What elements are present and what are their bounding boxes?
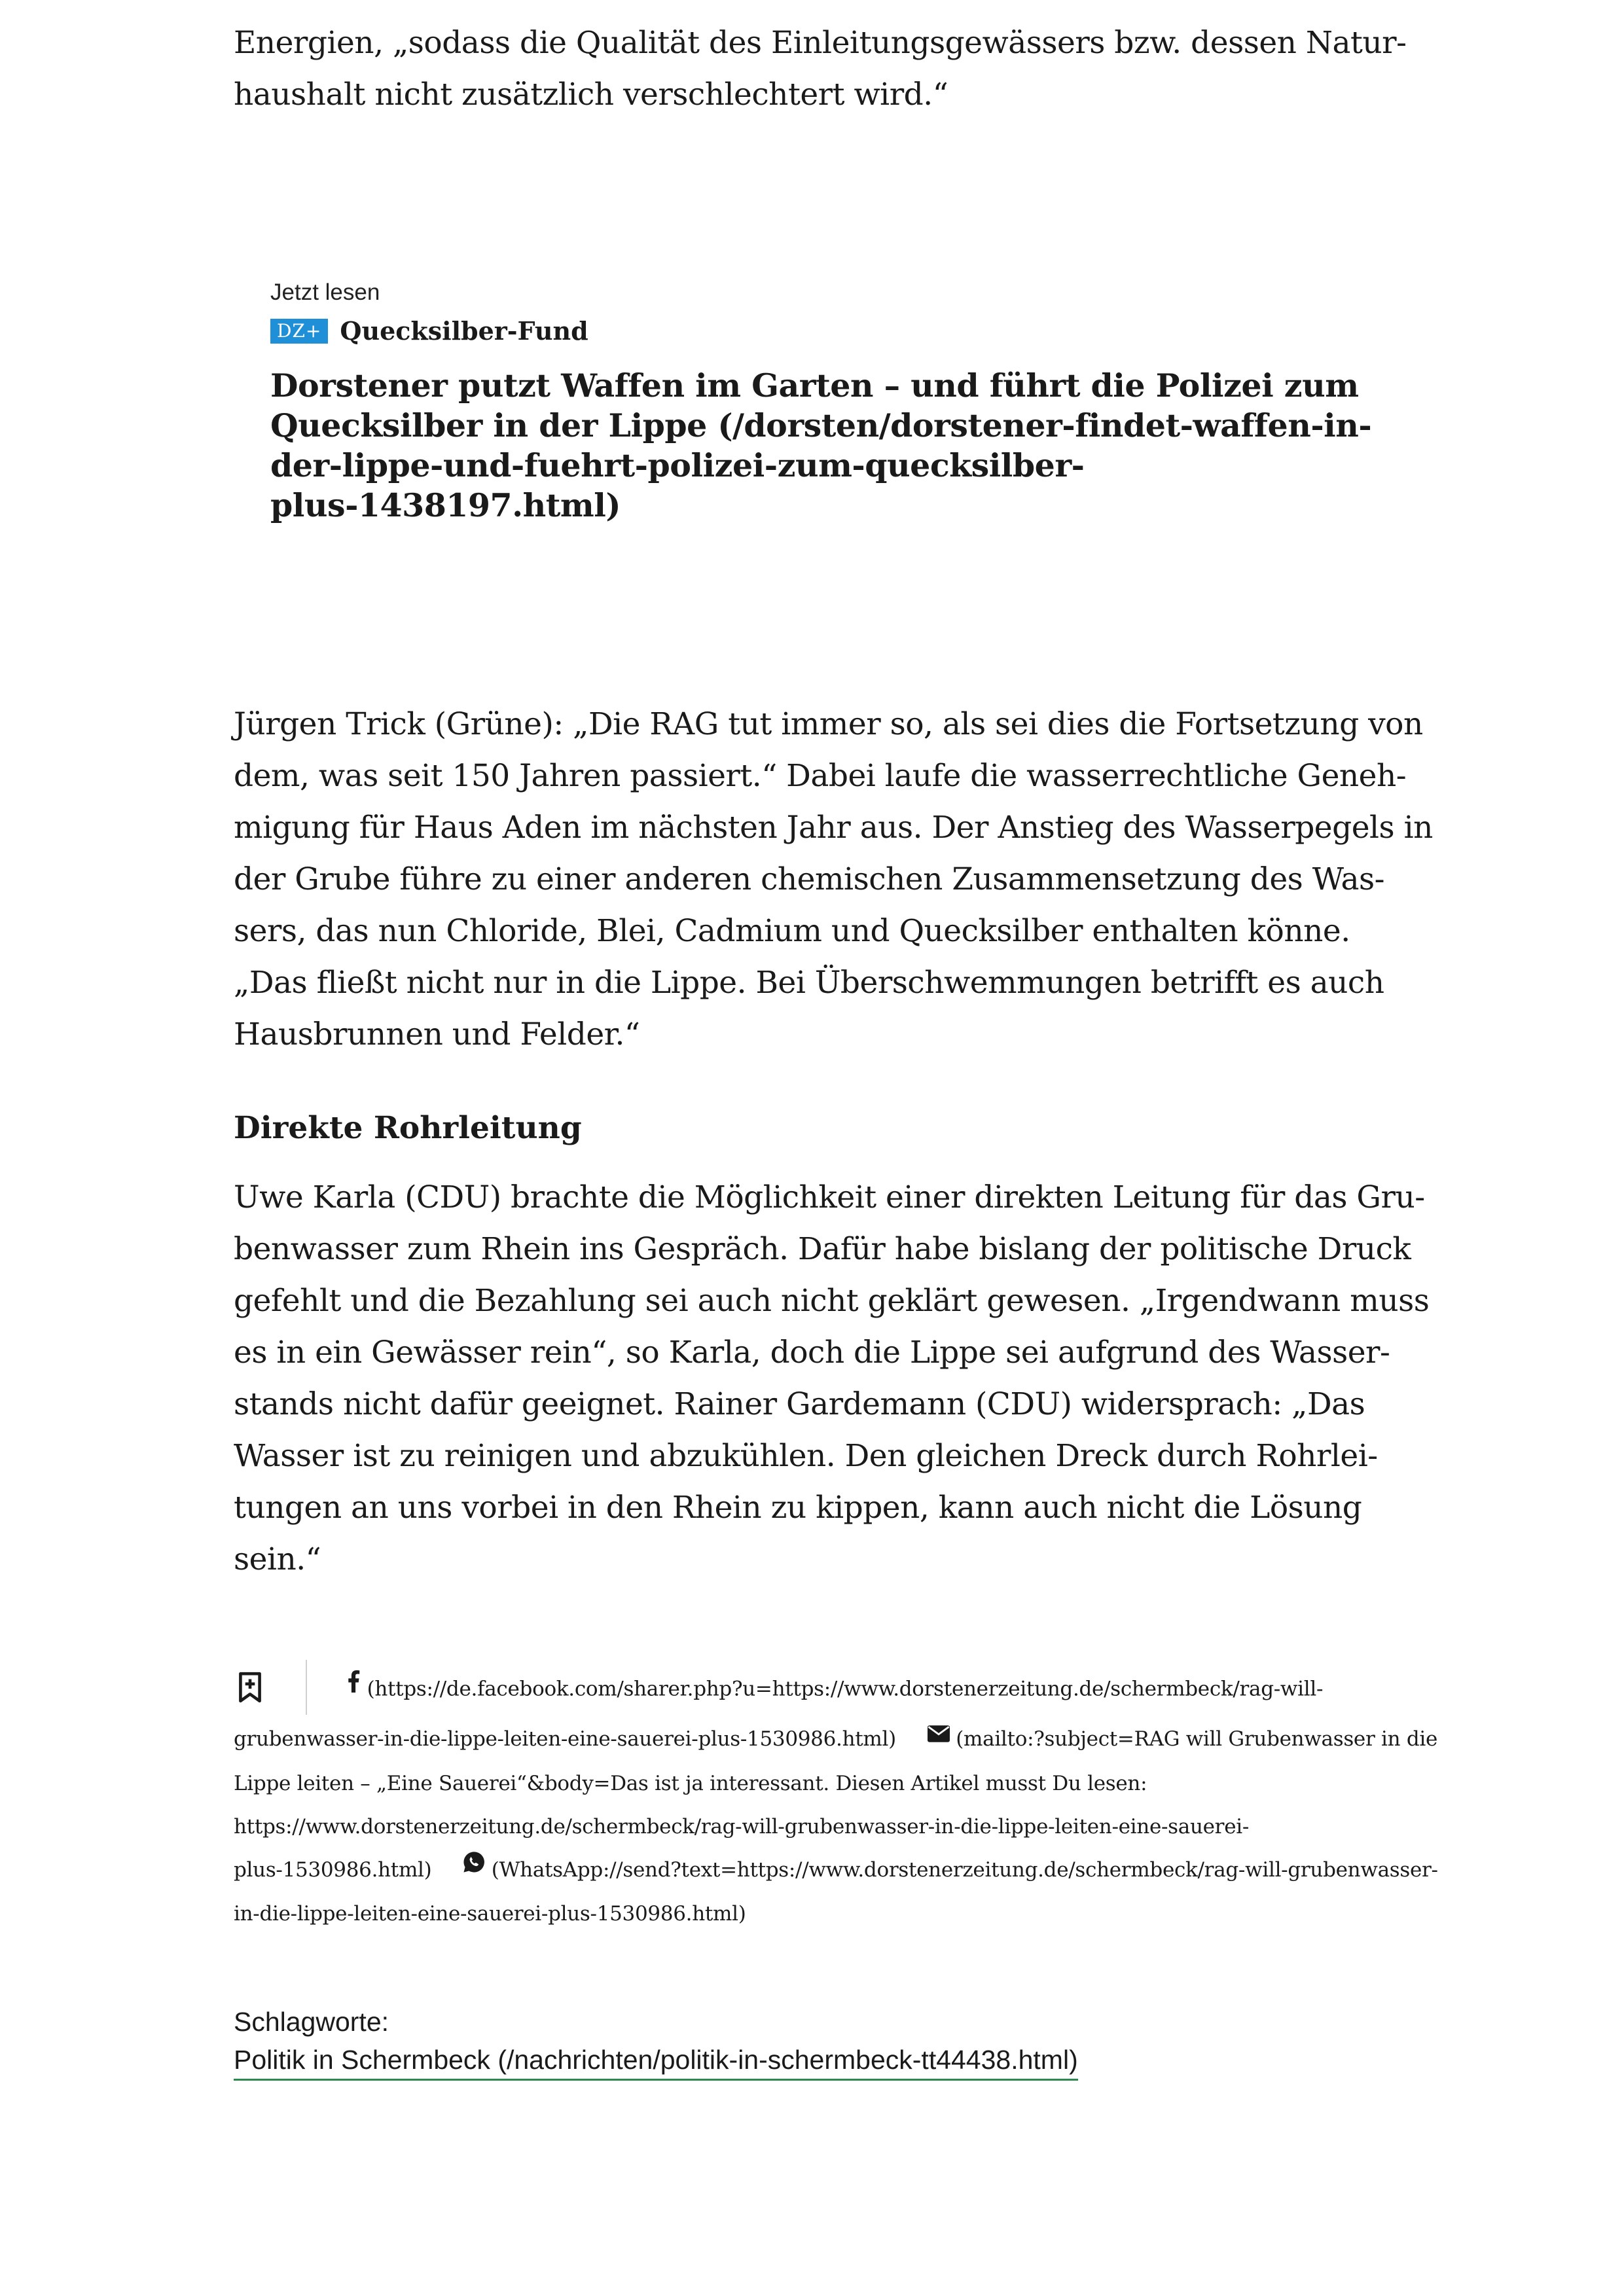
- share-row: [234, 1662, 1432, 1717]
- related-article-teaser[interactable]: [270, 278, 1383, 526]
- teaser-kicker: Jetzt lesen: [270, 279, 380, 305]
- share-row: [234, 1717, 1438, 1762]
- mail-share-link[interactable]: (mailto:?subject=RAG will Grubenwasser in die: [956, 1727, 1438, 1751]
- facebook-share-link-cont[interactable]: grubenwasser-in-die-lippe-leiten-eine-sauerei-plus-1530986.html): [234, 1727, 896, 1751]
- tags-label: Schlagworte:: [234, 2007, 389, 2037]
- share-bar: [234, 1662, 1438, 1935]
- share-row: [234, 1805, 1432, 1848]
- mail-icon[interactable]: [928, 1715, 950, 1758]
- article-paragraph-top: [234, 17, 1432, 120]
- tags-section: [234, 2003, 1078, 2081]
- facebook-icon[interactable]: [346, 1664, 361, 1708]
- text-line: benwasser zum Rhein ins Gespräch. Dafür habe bislang der politische Druck: [234, 1231, 1411, 1267]
- text-line: Hausbrunnen und Felder.“: [234, 1016, 640, 1052]
- text-line: haushalt nicht zusätzlich verschlechtert wird.“: [234, 77, 948, 113]
- text-line: dem, was seit 150 Jahren passiert.“ Dabei laufe die wasserrechtliche Geneh-: [234, 758, 1407, 794]
- teaser-topic: Quecksilber-Fund: [340, 316, 588, 346]
- share-divider: [306, 1660, 307, 1715]
- headline-line[interactable]: plus-1438197.html): [270, 486, 621, 524]
- dz-plus-badge: DZ+: [270, 319, 328, 344]
- mail-share-link-cont[interactable]: Lippe leiten – „Eine Sauerei“&body=Das ist ja interessant. Diesen Artikel musst Du lesen:: [234, 1771, 1147, 1795]
- text-line: Uwe Karla (CDU) brachte die Möglichkeit einer direkten Leitung für das Gru-: [234, 1179, 1425, 1215]
- mail-share-link-cont[interactable]: https://www.dorstenerzeitung.de/schermbeck/rag-will-grubenwasser-in-die-lippe-leiten-eine-sauerei-: [234, 1814, 1250, 1839]
- headline-line[interactable]: Dorstener putzt Waffen im Garten – und führt die Polizei zum: [270, 367, 1359, 404]
- tag-link-politik-schermbeck[interactable]: Politik in Schermbeck (/nachrichten/politik-in-schermbeck-tt44438.html): [234, 2041, 1078, 2081]
- text-line: stands nicht dafür geeignet. Rainer Gardemann (CDU) widersprach: „Das: [234, 1386, 1365, 1422]
- text-line: „Das fließt nicht nur in die Lippe. Bei Überschwemmungen betrifft es auch: [234, 965, 1384, 1001]
- teaser-topic-row: [270, 316, 1383, 346]
- share-row: [234, 1892, 1432, 1935]
- text-line: es in ein Gewässer rein“, so Karla, doch die Lippe sei aufgrund des Wasser-: [234, 1335, 1390, 1371]
- section-heading: Direkte Rohrleitung: [234, 1110, 582, 1146]
- text-line: Jürgen Trick (Grüne): „Die RAG tut immer so, als sei dies die Fortsetzung von: [234, 706, 1423, 742]
- text-line: Energien, „sodass die Qualität des Einleitungsgewässers bzw. dessen Natur-: [234, 25, 1407, 61]
- share-row: [234, 1762, 1432, 1805]
- text-line: tungen an uns vorbei in den Rhein zu kippen, kann auch nicht die Lösung: [234, 1490, 1362, 1526]
- mail-share-link-cont[interactable]: plus-1530986.html): [234, 1857, 432, 1882]
- text-line: migung für Haus Aden im nächsten Jahr aus. Der Anstieg des Wasserpegels in: [234, 810, 1433, 846]
- bookmark-add-icon[interactable]: [234, 1671, 266, 1704]
- article-paragraph-trick: [234, 698, 1432, 1060]
- teaser-headline-link[interactable]: [270, 366, 1383, 526]
- headline-line[interactable]: der-lippe-und-fuehrt-polizei-zum-quecksilber-: [270, 446, 1085, 484]
- facebook-share-link[interactable]: (https://de.facebook.com/sharer.php?u=https://www.dorstenerzeitung.de/schermbeck/rag-will-: [367, 1677, 1324, 1701]
- text-line: Wasser ist zu reinigen und abzukühlen. Den gleichen Dreck durch Rohrlei-: [234, 1438, 1378, 1474]
- text-line: sers, das nun Chloride, Blei, Cadmium und Quecksilber enthalten könne.: [234, 913, 1350, 949]
- whatsapp-icon[interactable]: [463, 1845, 485, 1888]
- whatsapp-share-link[interactable]: (WhatsApp://send?text=https://www.dorstenerzeitung.de/schermbeck/rag-will-grubenwasser-: [491, 1857, 1438, 1882]
- whatsapp-share-link-cont[interactable]: in-die-lippe-leiten-eine-sauerei-plus-1530986.html): [234, 1902, 746, 1926]
- article-paragraph-karla: [234, 1172, 1432, 1585]
- text-line: der Grube führe zu einer anderen chemischen Zusammensetzung des Was-: [234, 861, 1384, 897]
- text-line: sein.“: [234, 1541, 321, 1577]
- text-line: gefehlt und die Bezahlung sei auch nicht geklärt gewesen. „Irgendwann muss: [234, 1283, 1430, 1319]
- headline-line[interactable]: Quecksilber in der Lippe (/dorsten/dorstener-findet-waffen-in-: [270, 406, 1372, 444]
- share-row: [234, 1848, 1438, 1893]
